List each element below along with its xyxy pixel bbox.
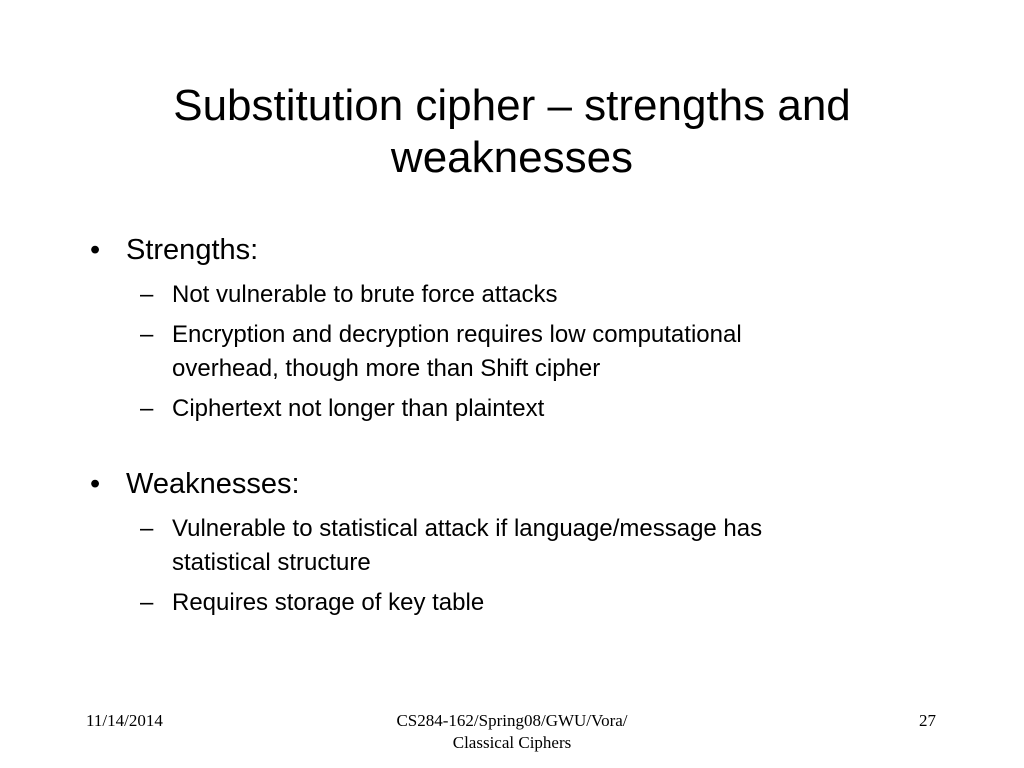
sub-bullet-text: overhead, though more than Shift cipher [172, 355, 601, 382]
sub-bullet-item [88, 278, 948, 312]
bullet-heading-text: Strengths: [126, 234, 259, 266]
bullet-heading-strengths [88, 232, 948, 268]
dash-icon: – [140, 281, 154, 308]
slide-body [88, 232, 948, 626]
sub-bullet-text: Vulnerable to statistical attack if language/message has [172, 515, 763, 542]
footer-course-line: Classical Ciphers [452, 733, 572, 752]
bullet-icon: • [90, 234, 101, 266]
dash-icon: – [140, 515, 154, 542]
sub-bullet-list [88, 512, 948, 620]
section-spacer [88, 432, 948, 466]
section-weaknesses [88, 466, 948, 620]
footer-date: 11/14/2014 [86, 711, 163, 730]
section-strengths [88, 232, 948, 426]
sub-bullet-text: Ciphertext not longer than plaintext [172, 395, 545, 422]
sub-bullet-text: Not vulnerable to brute force attacks [172, 281, 558, 308]
sub-bullet-list [88, 278, 948, 426]
sub-bullet-item [88, 512, 948, 580]
dash-icon: – [140, 589, 154, 616]
bullet-heading-weaknesses [88, 466, 948, 502]
slide-title [112, 80, 912, 184]
sub-bullet-item [88, 318, 948, 386]
page-number: 27 [919, 711, 936, 730]
dash-icon: – [140, 321, 154, 348]
dash-icon: – [140, 395, 154, 422]
sub-bullet-text: Requires storage of key table [172, 589, 485, 616]
footer-course-line: CS284-162/Spring08/GWU/Vora/ [396, 711, 628, 730]
sub-bullet-item [88, 586, 948, 620]
sub-bullet-text: Encryption and decryption requires low computational [172, 321, 742, 348]
slide-title-line: weaknesses [390, 133, 634, 182]
bullet-heading-text: Weaknesses: [126, 468, 300, 500]
slide-title-line: Substitution cipher – strengths and [173, 81, 851, 130]
bullet-icon: • [90, 468, 101, 500]
sub-bullet-text: statistical structure [172, 549, 371, 576]
footer-course [312, 710, 712, 754]
sub-bullet-item [88, 392, 948, 426]
